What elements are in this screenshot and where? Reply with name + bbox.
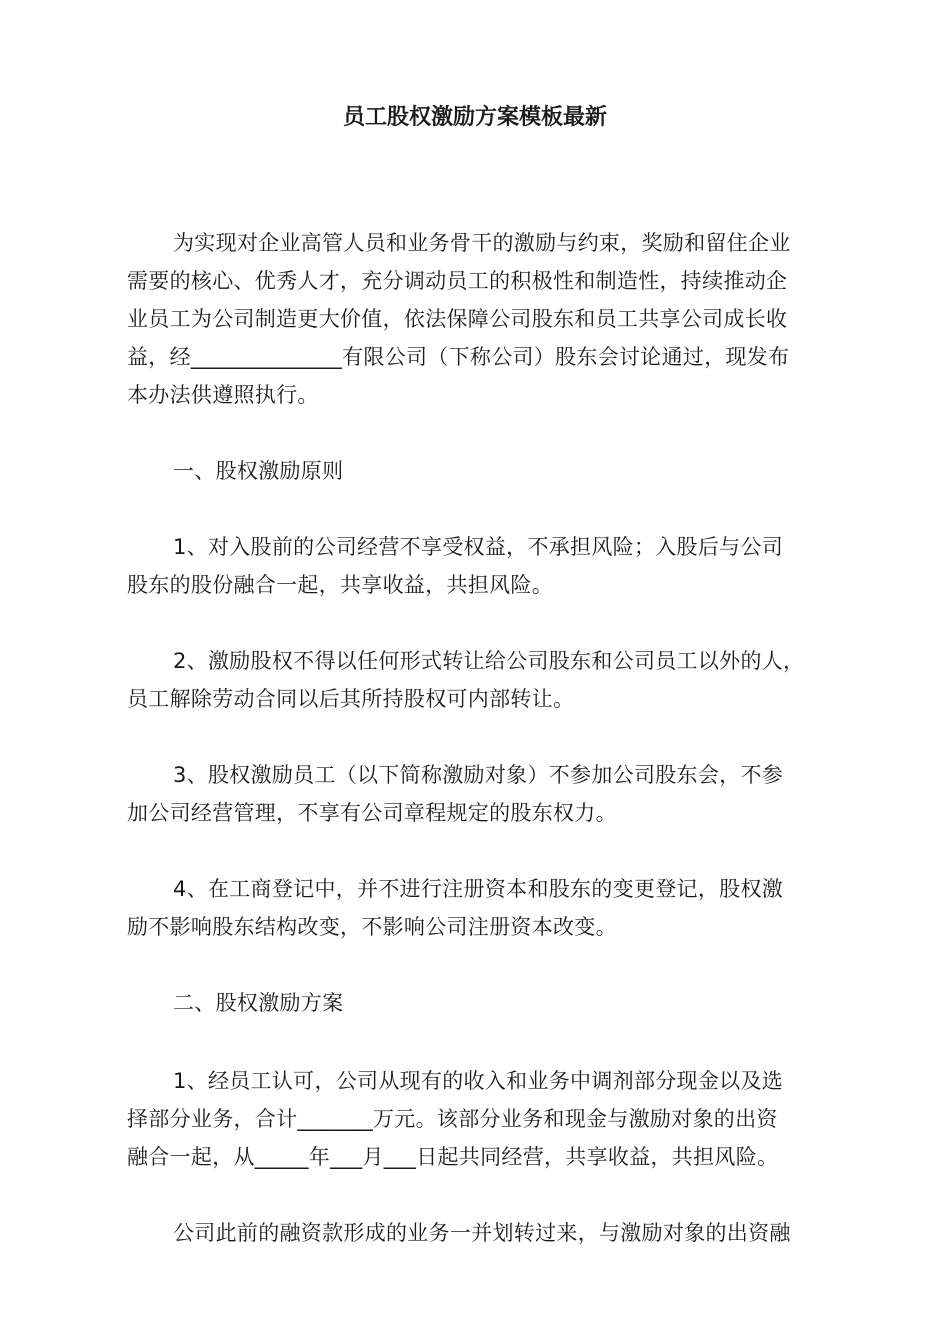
principle-2-paragraph — [127, 642, 827, 718]
plan-1-cont-line-1: 公司此前的融资款形成的业务一并划转过来，与激励对象的出资融 — [173, 1221, 791, 1245]
principle-4-line-2: 励不影响股东结构改变，不影响公司注册资本改变。 — [127, 915, 617, 939]
intro-line-4: 益，经______________有限公司（下称公司）股东会讨论通过，现发布 — [127, 345, 790, 369]
intro-line-5: 本办法供遵照执行。 — [127, 383, 319, 407]
principle-4-paragraph — [127, 870, 827, 946]
section-heading-principles — [127, 452, 827, 490]
section-heading-plan — [127, 984, 827, 1022]
intro-paragraph — [127, 224, 827, 414]
document-title: 员工股权激励方案模板最新 — [342, 105, 607, 130]
principle-3-line-2: 加公司经营管理，不享有公司章程规定的股东权力。 — [127, 801, 617, 825]
principle-3-paragraph — [127, 756, 827, 832]
intro-line-2: 需要的核心、优秀人才，充分调动员工的积极性和制造性，持续推动企 — [127, 269, 788, 293]
intro-line-3: 业员工为公司制造更大价值，依法保障公司股东和员工共享公司成长收 — [127, 307, 788, 331]
plan-1-paragraph — [127, 1062, 827, 1176]
section-heading-plan-text: 二、股权激励方案 — [173, 991, 344, 1015]
intro-line-1: 为实现对企业高管人员和业务骨干的激励与约束，奖励和留住企业 — [173, 231, 791, 255]
plan-1-line-1: 1、经员工认可，公司从现有的收入和业务中调剂部分现金以及选 — [173, 1069, 784, 1093]
principle-2-line-2: 员工解除劳动合同以后其所持股权可内部转让。 — [127, 687, 575, 711]
plan-1-line-3: 融合一起，从_____年___月___日起共同经营，共享收益，共担风险。 — [127, 1145, 779, 1169]
plan-1-continuation-paragraph — [127, 1214, 827, 1252]
principle-1-line-1: 1、对入股前的公司经营不享受权益，不承担风险；入股后与公司 — [173, 535, 784, 559]
principle-3-line-1: 3、股权激励员工（以下简称激励对象）不参加公司股东会，不参 — [173, 763, 784, 787]
principle-1-paragraph — [127, 528, 827, 604]
plan-1-line-2: 择部分业务，合计_______万元。该部分业务和现金与激励对象的出资 — [127, 1107, 778, 1131]
principle-4-line-1: 4、在工商登记中，并不进行注册资本和股东的变更登记，股权激 — [173, 877, 784, 901]
section-heading-principles-text: 一、股权激励原则 — [173, 459, 344, 483]
principle-1-line-2: 股东的股份融合一起，共享收益，共担风险。 — [127, 573, 553, 597]
principle-2-line-1: 2、激励股权不得以任何形式转让给公司股东和公司员工以外的人， — [173, 649, 805, 673]
